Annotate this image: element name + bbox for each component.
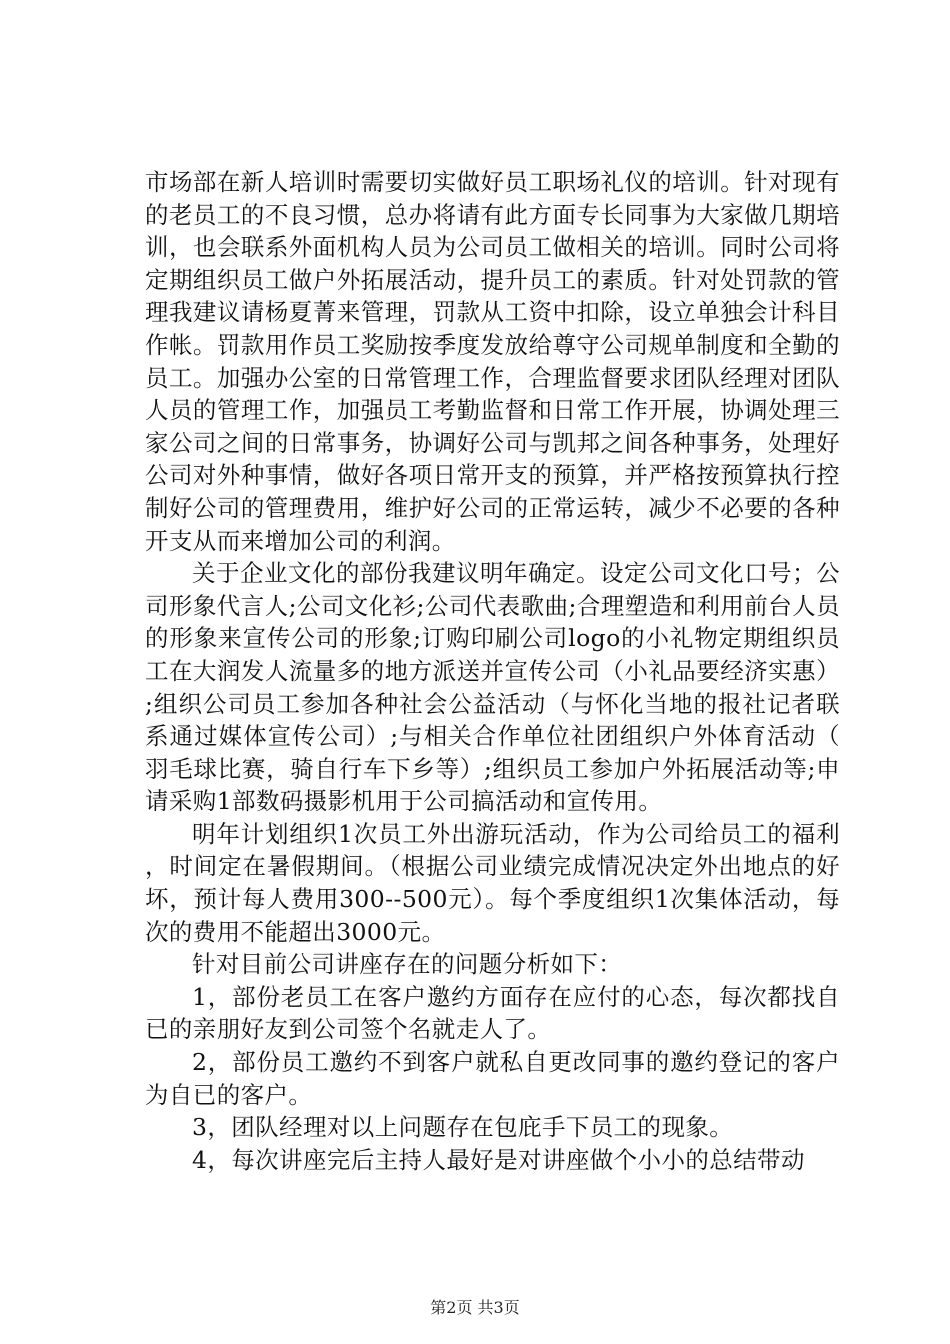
paragraph-8: 4，每次讲座完后主持人最好是对讲座做个小小的总结带动 [192, 1145, 805, 1174]
paragraph-4: 针对目前公司讲座存在的问题分析如下： [192, 950, 623, 979]
document-body [145, 166, 840, 1176]
paragraph-1: 市场部在新人培训时需要切实做好员工职场礼仪的培训。针对现有的老员工的不良习惯，总办将请有此方面专长同事为大家做几期培训，也会联系外面机构人员为公司员工做相关的培训。同时公司将定期组织员工做户外拓展活动，提升员工的素质。针对处罚款的管理我建议请杨夏菁来管理，罚款从工资中扣除，设立单独会计科目作帐。罚款用作员工奖励按季度发放给尊守公司规单制度和全勤的员工。加强办公室的日常管理工作，合理监督要求团队经理对团队人员的管理工作，加强员工考勤监督和日常工作开展，协调处理三家公司之间的日常事务，协调好公司与凯邦之间各种事务，处理好公司对外种事情，做好各项日常开支的预算，并严格按预算执行控制好公司的管理费用，维护好公司的正常运转，减少不必要的各种开支从而来增加公司的利润。 [145, 168, 840, 555]
page-footer: 第2页 共3页 [430, 1298, 520, 1317]
paragraph-6: 2，部份员工邀约不到客户就私自更改同事的邀约登记的客户为自已的客户。 [145, 1048, 840, 1109]
paragraph-7: 3，团队经理对以上问题存在包庇手下员工的现象。 [192, 1113, 734, 1142]
paragraph-5: 1，部份老员工在客户邀约方面存在应付的心态，每次都找自已的亲朋好友到公司签个名就走人了。 [145, 982, 840, 1044]
paragraph-2: 关于企业文化的部份我建议明年确定。设定公司文化口号；公司形象代言人;公司文化衫;公司代表歌曲;合理塑造和利用前台人员的形象来宣传公司的形象;订购印刷公司logo的小礼物定期组织员工在大润发人流量多的地方派送并宣传公司（小礼品要经济实惠）;组织公司员工参加各种社会公益活动（与怀化当地的报社记者联系通过媒体宣传公司）;与相关合作单位社团组织户外体育活动（羽毛球比赛，骑自行车下乡等）;组织员工参加户外拓展活动等;申请采购1部数码摄影机用于公司搞活动和宣传用。 [145, 559, 840, 816]
paragraph-3: 明年计划组织1次员工外出游玩活动，作为公司给员工的福利，时间定在暑假期间。（根据公司业绩完成情况决定外出地点的好坏，预计每人费用300--500元）。每个季度组织1次集体活动，每次的费用不能超出3000元。 [145, 819, 840, 946]
